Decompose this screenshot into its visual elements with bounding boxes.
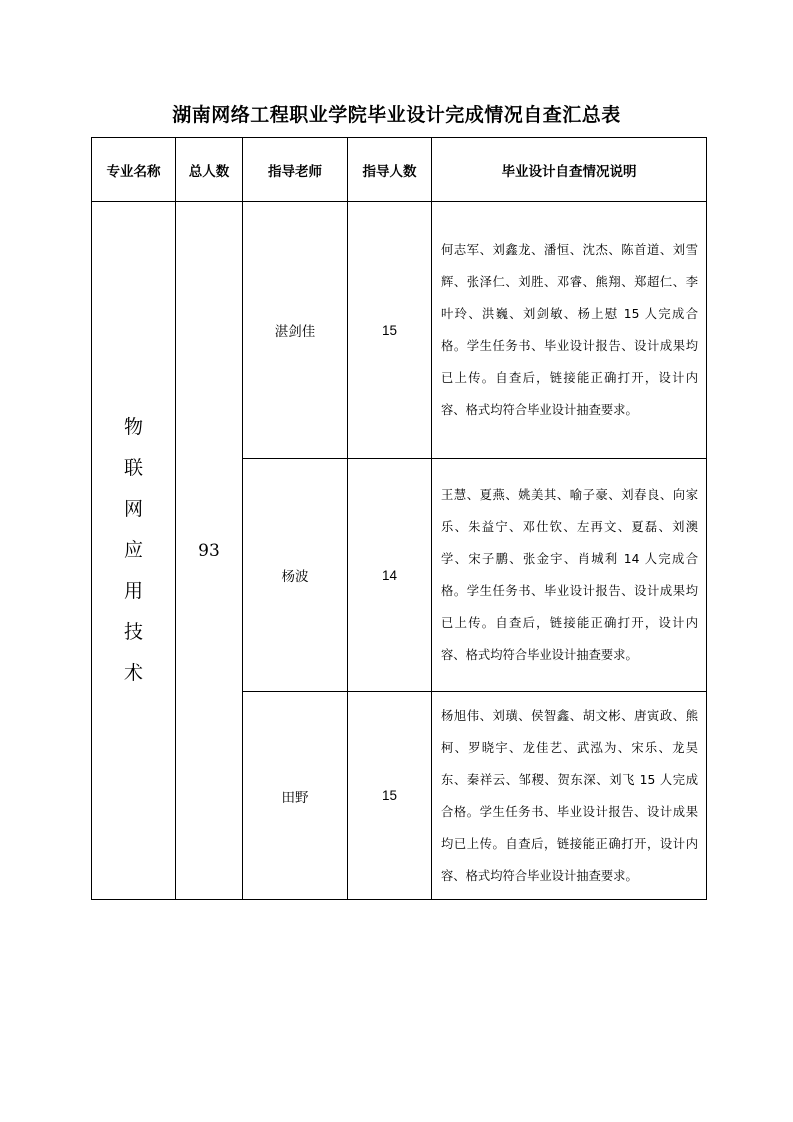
table-header-row <box>92 138 707 202</box>
header-major: 专业名称 <box>92 138 176 202</box>
major-char: 应 <box>123 539 143 561</box>
advisee-count-cell: 15 <box>348 692 432 900</box>
major-name-cell <box>92 202 176 900</box>
summary-table <box>91 137 707 900</box>
major-char: 物 <box>123 416 143 438</box>
header-teacher: 指导老师 <box>243 138 348 202</box>
header-description: 毕业设计自查情况说明 <box>432 138 707 202</box>
header-total: 总人数 <box>176 138 243 202</box>
teacher-cell: 湛剑佳 <box>243 202 348 459</box>
description-text: 何志军、刘鑫龙、潘恒、沈杰、陈首道、刘雪辉、张泽仁、刘胜、邓睿、熊翔、郑超仁、李叶玲、洪巍、刘剑敏、杨上慰 15 人完成合格。学生任务书、毕业设计报告、设计成果均已上传。自查后，链接能正确打开，设计内容、格式均符合毕业设计抽查要求。 <box>441 243 698 417</box>
description-cell <box>432 202 707 459</box>
teacher-cell: 田野 <box>243 692 348 900</box>
advisee-count-cell: 14 <box>348 459 432 692</box>
table-row <box>92 202 707 459</box>
major-char: 联 <box>123 457 143 479</box>
description-cell <box>432 692 707 900</box>
major-char: 技 <box>123 621 143 643</box>
description-text: 杨旭伟、刘璜、侯智鑫、胡文彬、唐寅政、熊柯、罗晓宇、龙佳艺、武泓为、宋乐、龙昊东、秦祥云、邹稷、贺东深、刘飞 15 人完成合格。学生任务书、毕业设计报告、设计成果均已上传。自查后，链接能正确打开，设计内容、格式均符合毕业设计抽查要求。 <box>441 708 698 883</box>
header-count: 指导人数 <box>348 138 432 202</box>
advisee-count-cell: 15 <box>348 202 432 459</box>
description-cell <box>432 459 707 692</box>
total-count-cell: 93 <box>176 202 243 900</box>
teacher-cell: 杨波 <box>243 459 348 692</box>
major-char: 用 <box>123 580 143 602</box>
description-text: 王慧、夏燕、姚美其、喻子豪、刘春良、向家乐、朱益宁、邓仕钦、左再文、夏磊、刘澳学、宋子鹏、张金宇、肖城利 14 人完成合格。学生任务书、毕业设计报告、设计成果均已上传。自查后，链接能正确打开，设计内容、格式均符合毕业设计抽查要求。 <box>441 488 698 662</box>
major-char: 术 <box>123 662 143 684</box>
page-title: 湖南网络工程职业学院毕业设计完成情况自查汇总表 <box>172 104 621 126</box>
major-char: 网 <box>123 498 143 520</box>
